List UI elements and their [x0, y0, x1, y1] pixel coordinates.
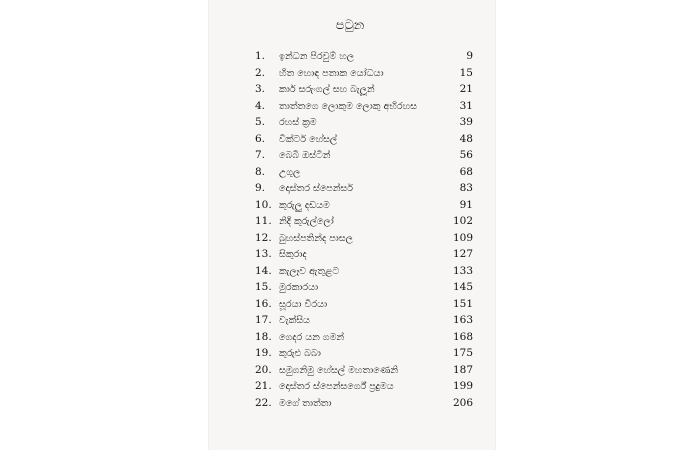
toc-entry: [255, 362, 473, 379]
chapter-title: ඉන්ධන පිරවුම් හල: [279, 51, 355, 62]
page-number: 109: [452, 231, 473, 244]
chapter-title: මගේ තාත්තා: [279, 397, 332, 409]
page-number: 48: [459, 132, 473, 145]
toc-entry: [255, 114, 473, 131]
page-number: 102: [452, 215, 473, 227]
toc-entry: [255, 147, 473, 164]
chapter-number: 20.: [255, 363, 272, 376]
toc-entry: [255, 296, 473, 313]
chapter-number: 13.: [255, 248, 272, 260]
chapter-number: 2.: [255, 66, 266, 79]
page-number: 163: [452, 314, 473, 326]
page-number: 133: [452, 264, 473, 277]
page-number: 206: [452, 396, 473, 409]
chapter-title: මුරකාරයා: [279, 282, 319, 293]
chapter-number: 16.: [255, 297, 272, 310]
chapter-title: දොස්තර ස්පෙන්සර්ගේ ප්‍රදුමය: [279, 381, 394, 392]
page-number: 187: [452, 363, 473, 376]
page-number: 31: [459, 99, 473, 112]
page-number: 168: [452, 330, 473, 343]
chapter-number: 17.: [255, 314, 272, 326]
chapter-number: 10.: [255, 198, 272, 211]
chapter-title: සමුගනිමු හේසල් මහතාණෙනි: [279, 364, 399, 376]
toc-entry: [255, 246, 473, 263]
chapter-number: 18.: [255, 330, 272, 343]
chapter-title: සිකුරාද: [279, 249, 307, 260]
toc-entry: [255, 395, 473, 412]
chapter-number: 19.: [255, 347, 272, 359]
chapter-title: බෙබී ඔස්ටින්: [279, 150, 331, 161]
chapter-number: 22.: [255, 396, 272, 409]
chapter-title: ගෙදර යන ගමන්: [279, 331, 345, 343]
toc-entry: [255, 131, 473, 148]
chapter-title: දොස්තර ස්පෙන්සර්: [279, 183, 354, 194]
toc-entry: [255, 65, 473, 82]
chapter-title: නිදි කුරුල්ලෝ: [279, 216, 334, 227]
chapter-title: සූරයා වීරයා: [279, 298, 328, 310]
toc-entry: [255, 345, 473, 362]
chapter-number: 7.: [255, 149, 266, 161]
page-number: 145: [452, 281, 473, 293]
chapter-title: උගුල: [279, 166, 301, 178]
toc-entry: [255, 263, 473, 280]
page-number: 15: [459, 66, 473, 79]
toc-entry: [255, 197, 473, 214]
page-number: 83: [459, 182, 473, 194]
toc-entry: [255, 81, 473, 98]
chapter-number: 14.: [255, 264, 272, 277]
toc-entry: [255, 164, 473, 181]
toc-entry: [255, 213, 473, 230]
chapter-number: 8.: [255, 165, 266, 178]
toc-entry: [255, 279, 473, 296]
page-number: 127: [452, 248, 473, 260]
chapter-title: කුරුලු දඩයම: [279, 199, 330, 211]
toc-entry: [255, 312, 473, 329]
toc-entry: [255, 98, 473, 115]
chapter-title: වැක්සිය: [279, 315, 310, 326]
chapter-title: බුහස්පතින්ද පාසල: [279, 232, 353, 244]
chapter-title: තාත්තගෙ ලොකුම ලොකු අභිරහස: [279, 100, 417, 112]
chapter-number: 1.: [255, 50, 266, 62]
page-number: 68: [459, 165, 473, 178]
toc-entry: [255, 378, 473, 395]
page-number: 21: [459, 83, 473, 95]
toc-entry: [255, 230, 473, 247]
page-number: 175: [452, 347, 473, 359]
toc-entry: [255, 180, 473, 197]
chapter-number: 9.: [255, 182, 266, 194]
page-number: 91: [459, 198, 473, 211]
toc-entry: [255, 329, 473, 346]
chapter-number: 21.: [255, 380, 272, 392]
chapter-title: කැලෑව ඇතුළට: [279, 265, 340, 277]
chapter-title: රහස් ක්‍රම: [279, 117, 317, 128]
chapter-title: කුරුළු බබා: [279, 348, 321, 359]
chapter-number: 5.: [255, 116, 266, 128]
chapter-title: කාර් සරුංගල් සහ බැලූන්: [279, 84, 375, 95]
table-of-contents: [255, 48, 473, 411]
page-title: පටුන: [335, 18, 365, 33]
page-number: 9: [466, 50, 473, 62]
chapter-title: හිත හොඳ පතාක යෝධයා: [279, 67, 384, 79]
page-number: 56: [459, 149, 473, 161]
page-number: 39: [459, 116, 473, 128]
chapter-title: වික්ටර් හේසල්: [279, 133, 338, 145]
page-number: 199: [452, 380, 473, 392]
page-number: 151: [452, 297, 473, 310]
chapter-number: 15.: [255, 281, 272, 293]
chapter-number: 12.: [255, 231, 272, 244]
chapter-number: 4.: [255, 99, 266, 112]
chapter-number: 6.: [255, 132, 266, 145]
chapter-number: 3.: [255, 83, 266, 95]
chapter-number: 11.: [255, 215, 272, 227]
toc-entry: [255, 48, 473, 65]
